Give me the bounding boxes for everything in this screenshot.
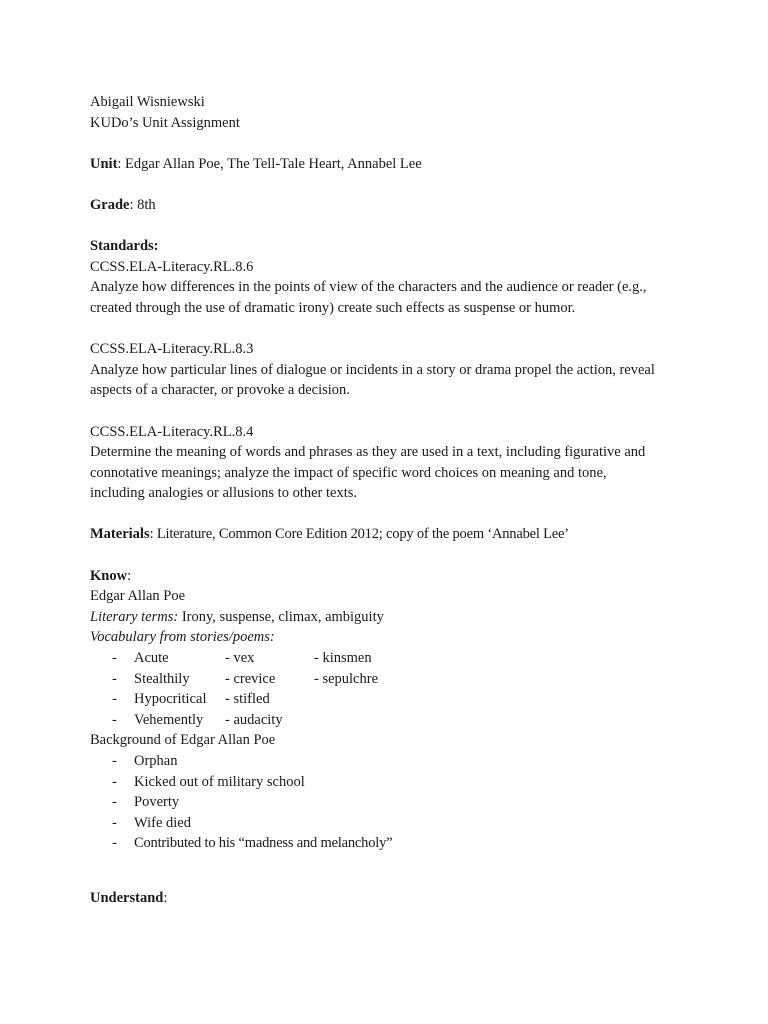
vocabulary-list bbox=[90, 648, 710, 730]
vocabulary-row bbox=[90, 648, 710, 669]
list-item-text: Orphan bbox=[134, 753, 178, 769]
grade-value: : 8th bbox=[129, 196, 156, 213]
standard-text-line: connotative meanings; analyze the impact of specific word choices on meaning and tone, bbox=[90, 464, 607, 481]
grade-label: Grade bbox=[90, 196, 130, 213]
background-heading: Background of Edgar Allan Poe bbox=[90, 732, 276, 749]
bullet-dash: - bbox=[112, 670, 117, 687]
standard-text-line: aspects of a character, or provoke a decision. bbox=[90, 382, 350, 399]
vocab-word: Acute bbox=[134, 650, 169, 667]
standard-code: CCSS.ELA-Literacy.RL.8.3 bbox=[90, 341, 254, 358]
background-list bbox=[90, 751, 710, 854]
unit-line bbox=[90, 154, 710, 175]
list-item bbox=[90, 792, 710, 813]
bullet-dash: - bbox=[112, 691, 117, 708]
materials-line bbox=[90, 524, 710, 545]
vocab-word: Vehemently bbox=[134, 711, 204, 728]
vocabulary-label: Vocabulary from stories/poems: bbox=[90, 629, 275, 646]
standard-code: CCSS.ELA-Literacy.RL.8.4 bbox=[90, 423, 254, 440]
vocab-word bbox=[314, 710, 434, 731]
standard-text-line: created through the use of dramatic irony) create such effects as suspense or humor. bbox=[90, 299, 576, 316]
bullet-dash: - bbox=[112, 753, 117, 769]
literary-terms-line bbox=[90, 607, 710, 628]
literary-terms-value: Irony, suspense, climax, ambiguity bbox=[178, 608, 384, 625]
document-body bbox=[90, 92, 710, 909]
know-colon: : bbox=[127, 567, 132, 584]
list-item-text: Kicked out of military school bbox=[134, 773, 305, 790]
vocabulary-row bbox=[90, 710, 710, 731]
standard-text-line: Determine the meaning of words and phrases as they are used in a text, including figurative and bbox=[90, 444, 646, 461]
bullet-dash: - bbox=[112, 650, 117, 667]
vocab-word: - sepulchre bbox=[314, 670, 379, 687]
understand-label: Understand bbox=[90, 889, 164, 906]
standard-text-line: Analyze how differences in the points of view of the characters and the audience or reader (e.g., bbox=[90, 279, 647, 296]
understand-colon: : bbox=[163, 889, 168, 906]
standard-text-line: including analogies or allusions to other texts. bbox=[90, 485, 357, 502]
bullet-dash: - bbox=[112, 814, 117, 831]
materials-value: : Literature, Common Core Edition 2012; copy of the poem ‘Annabel Lee’ bbox=[149, 526, 569, 543]
vocab-word: Hypocritical bbox=[134, 691, 207, 708]
vocab-word: Stealthily bbox=[134, 670, 190, 687]
standard-item bbox=[90, 257, 710, 319]
bullet-dash: - bbox=[112, 835, 117, 852]
list-item bbox=[90, 813, 710, 834]
bullet-dash: - bbox=[112, 794, 117, 811]
know-heading bbox=[90, 566, 710, 587]
vocab-word: - crevice bbox=[225, 670, 276, 687]
grade-line bbox=[90, 195, 710, 216]
vocab-word: - kinsmen bbox=[314, 650, 372, 667]
bullet-dash: - bbox=[112, 711, 117, 728]
standard-code: CCSS.ELA-Literacy.RL.8.6 bbox=[90, 258, 254, 275]
standard-item bbox=[90, 339, 710, 401]
know-poe: Edgar Allan Poe bbox=[90, 588, 186, 605]
literary-terms-label: Literary terms: bbox=[90, 608, 179, 625]
vocab-word bbox=[314, 689, 434, 710]
list-item bbox=[90, 772, 710, 793]
vocab-word: - audacity bbox=[225, 711, 283, 728]
list-item bbox=[90, 751, 710, 772]
know-label: Know bbox=[90, 567, 128, 584]
assignment-title: KUDo’s Unit Assignment bbox=[90, 114, 240, 131]
author-name: Abigail Wisniewski bbox=[90, 94, 205, 110]
vocab-word: - stifled bbox=[225, 691, 270, 708]
unit-value: : Edgar Allan Poe, The Tell-Tale Heart, Annabel Lee bbox=[117, 155, 422, 172]
understand-heading bbox=[90, 888, 710, 909]
materials-label: Materials bbox=[90, 526, 150, 543]
vocabulary-row bbox=[90, 689, 710, 710]
unit-label: Unit bbox=[90, 155, 118, 172]
list-item bbox=[90, 833, 710, 854]
list-item-text: Poverty bbox=[134, 794, 180, 811]
vocabulary-heading bbox=[90, 627, 710, 648]
standard-item bbox=[90, 422, 710, 504]
standards-heading bbox=[90, 236, 710, 257]
bullet-dash: - bbox=[112, 773, 117, 790]
list-item-text: Wife died bbox=[134, 814, 191, 831]
vocabulary-row bbox=[90, 669, 710, 690]
standards-label: Standards: bbox=[90, 238, 159, 255]
vocab-word: - vex bbox=[225, 650, 255, 667]
list-item-text: Contributed to his “madness and melancholy” bbox=[134, 835, 393, 852]
standard-text-line: Analyze how particular lines of dialogue or incidents in a story or drama propel the action, reveal bbox=[90, 361, 655, 378]
